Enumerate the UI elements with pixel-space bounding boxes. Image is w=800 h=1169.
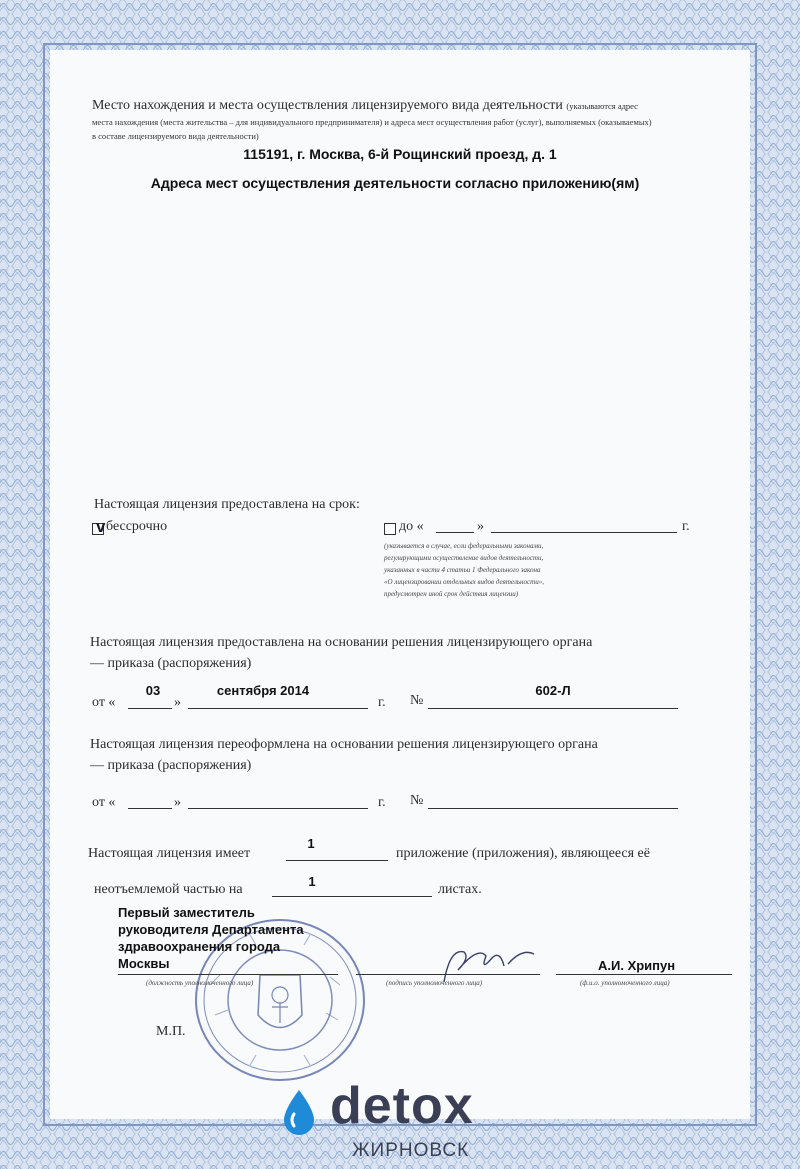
reissue-day-line xyxy=(128,808,172,809)
basis-line-2: — приказа (распоряжения) xyxy=(90,656,252,671)
reissue-number-line xyxy=(428,808,678,809)
until-checkbox xyxy=(384,523,396,535)
term-note-5: предусмотрен иной срок действия лицензии) xyxy=(384,590,519,598)
signatory-position-1: Первый заместитель xyxy=(118,905,255,920)
term-note-1: (указывается в случае, если федеральными законами, xyxy=(384,542,544,550)
until-day-line xyxy=(436,532,474,533)
check-mark: v xyxy=(96,517,106,536)
basis-number-line xyxy=(428,708,678,709)
address-value: 115191, г. Москва, 6-й Рощинский проезд, д. 1 xyxy=(243,146,557,162)
reissue-line-2: — приказа (распоряжения) xyxy=(90,758,252,773)
appendix-text-3: неотъемлемой частью на xyxy=(94,882,243,897)
basis-day-value: 03 xyxy=(145,683,161,698)
reissue-line-1: Настоящая лицензия переоформлена на основании решения лицензирующего органа xyxy=(90,737,598,752)
seal-place-label: М.П. xyxy=(156,1024,186,1039)
appendix-count-value: 1 xyxy=(307,836,315,851)
reissue-year-suffix: г. xyxy=(378,795,386,810)
appendix-text-4: листах. xyxy=(438,882,482,897)
header-note-1: (указываются адрес xyxy=(566,101,638,111)
until-month-line xyxy=(491,532,677,533)
appendix-text-2: приложение (приложения), являющееся её xyxy=(396,846,650,861)
signatory-position-3: здравоохранения города xyxy=(118,939,281,954)
appendix-count-line xyxy=(286,860,388,861)
basis-month-line xyxy=(188,708,368,709)
signatory-position-4: Москвы xyxy=(118,956,170,971)
term-note-2: регулирующими осуществление видов деятельности, xyxy=(384,554,544,562)
name-caption: (ф.и.о. уполномоченного лица) xyxy=(580,979,670,987)
header-line-1 xyxy=(92,98,638,114)
brand-wordmark: detox xyxy=(330,1077,474,1135)
basis-month-value: сентября 2014 xyxy=(216,683,310,698)
reissue-quote-close: » xyxy=(174,795,181,810)
signatory-position xyxy=(118,904,304,972)
basis-day-line xyxy=(128,708,172,709)
signatory-name: А.И. Хрипун xyxy=(598,958,676,973)
drop-logo-icon xyxy=(274,1088,324,1138)
header-note-3: в составе лицензируемого вида деятельности) xyxy=(92,131,259,141)
reissue-month-line xyxy=(188,808,368,809)
term-note-4: «О лицензировании отдельных видов деятельности», xyxy=(384,578,544,586)
until-label: до « xyxy=(399,519,424,534)
name-line xyxy=(556,974,732,975)
basis-from-label: от « xyxy=(92,695,116,710)
indefinite-label: бессрочно xyxy=(106,519,168,534)
basis-number-label: № xyxy=(410,693,424,708)
appendix-sheets-value: 1 xyxy=(308,874,316,889)
signature-caption: (подпись уполномоченного лица) xyxy=(386,979,483,987)
reissue-number-label: № xyxy=(410,793,424,808)
signature-line xyxy=(356,974,540,975)
until-year-suffix: г. xyxy=(682,519,690,534)
term-label: Настоящая лицензия предоставлена на срок: xyxy=(94,497,360,512)
basis-quote-close: » xyxy=(174,695,181,710)
basis-year-suffix: г. xyxy=(378,695,386,710)
until-quote-close: » xyxy=(477,519,484,534)
position-caption: (должность уполномоченного лица) xyxy=(146,979,254,987)
appendix-text-1: Настоящая лицензия имеет xyxy=(88,846,251,861)
basis-number-value: 602-Л xyxy=(535,683,571,698)
reissue-from-label: от « xyxy=(92,795,116,810)
basis-line-1: Настоящая лицензия предоставлена на основании решения лицензирующего органа xyxy=(90,635,593,650)
appendix-sheets-line xyxy=(272,896,432,897)
position-line xyxy=(118,974,338,975)
header-title: Место нахождения и места осуществления лицензируемого вида деятельности xyxy=(92,98,563,113)
addresses-reference: Адреса мест осуществления деятельности согласно приложению(ям) xyxy=(150,175,640,191)
signatory-position-2: руководителя Департамента xyxy=(118,922,304,937)
brand-city: ЖИРНОВСК xyxy=(352,1140,470,1161)
term-note-3: указанных в части 4 статьи 1 Федерального закона xyxy=(384,566,541,574)
header-note-2: места нахождения (места жительства – для индивидуального предпринимателя) и адреса мест осуществления работ (услуг), выполняемых (оказываемых) xyxy=(92,117,652,127)
